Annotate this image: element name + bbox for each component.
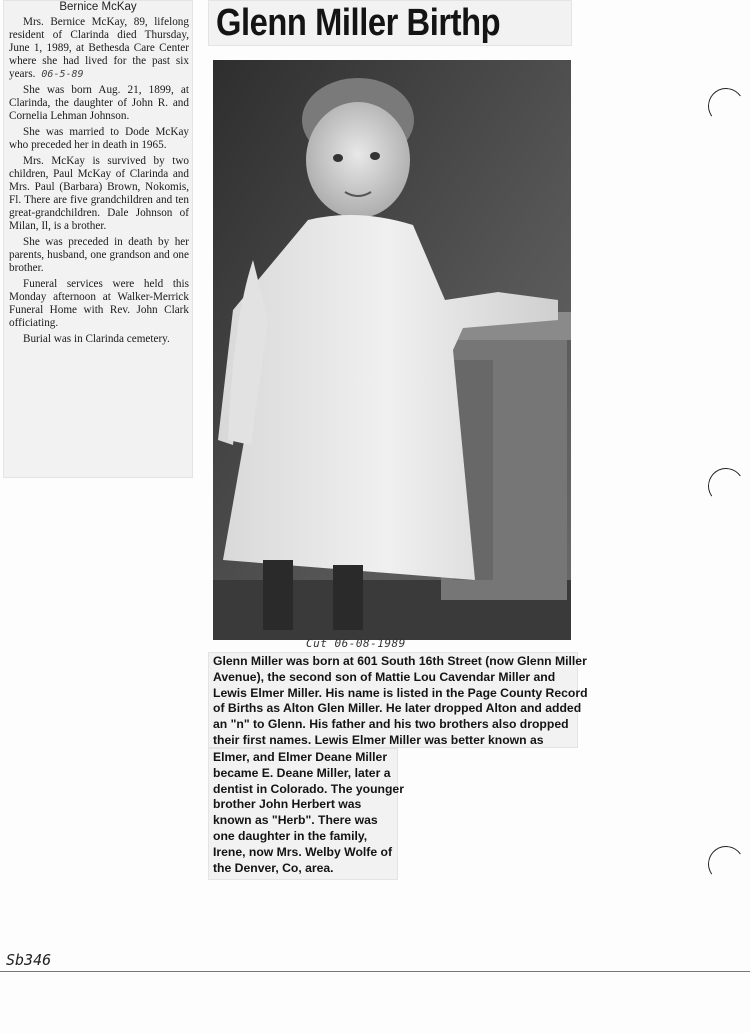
caption-line: known as "Herb". There was [213,813,378,828]
caption-line: Glenn Miller was born at 601 South 16th Street (now Glenn Miller [213,654,587,668]
obituary-clipping [3,0,193,478]
binder-hole-icon [705,843,747,885]
caption-line: Irene, now Mrs. Welby Wolfe of [213,844,392,859]
handwritten-date: 06-5-89 [41,69,84,80]
article-headline-clipping [208,0,572,46]
caption-line: dentist in Colorado. The younger [213,781,404,796]
obituary-paragraph: Funeral services were held this Monday afternoon at Walker-Merrick Funeral Home with Rev. John Clark officiating. [9,278,189,329]
binder-hole-icon [705,465,747,507]
obituary-body [3,16,193,346]
caption-line: became E. Deane Miller, later a [213,765,391,780]
caption-line: one daughter in the family, [213,828,368,843]
scrapbook-page-label: Sb346 [6,951,52,969]
obituary-paragraph: She was born Aug. 21, 1899, at Clarinda, the daughter of John R. and Cornelia Lehman Johnson. [9,84,189,122]
handwritten-cut-date: Cut 06-08-1989 [306,637,406,650]
article-headline: Glenn Miller Birthp [216,2,501,44]
caption-line: brother John Herbert was [213,797,362,812]
binder-hole-icon [705,85,747,127]
caption-line: of Births as Alton Glen Miller. He later dropped Alton and added [213,701,582,716]
child-portrait-photo [213,60,571,640]
caption-line: an "n" to Glenn. His father and his two brothers also dropped [213,717,569,732]
caption-line: Elmer, and Elmer Deane Miller [213,750,388,764]
obituary-paragraph: Mrs. Bernice McKay, 89, lifelong resident of Clarinda died Thursday, June 1, 1989, at Bethesda Care Center where she had lived for the past six years. 06-5-89 [9,16,189,80]
obituary-paragraph: She was preceded in death by her parents, husband, one grandson and one brother. [9,236,189,274]
caption-line: Lewis Elmer Miller. His name is listed in the Page County Record [213,685,588,700]
obituary-title: Bernice McKay [59,1,137,13]
caption-text-upper [208,652,588,749]
page-bottom-rule [0,971,750,972]
caption-line: their first names. Lewis Elmer Miller was better known as [213,732,544,747]
obituary-paragraph: She was married to Dode McKay who preceded her in death in 1965. [9,126,189,151]
caption-clipping-upper [208,652,588,748]
caption-line: the Denver, Co, area. [213,860,334,875]
caption-text-lower [208,748,404,876]
caption-clipping-lower [208,748,404,880]
caption-line: Avenue), the second son of Mattie Lou Cavendar Miller and [213,669,556,684]
portrait-image [213,60,571,640]
obituary-paragraph: Burial was in Clarinda cemetery. [23,333,170,345]
obituary-paragraph: Mrs. McKay is survived by two children, Paul McKay of Clarinda and Mrs. Paul (Barbara) Brown, Nokomis, Fl. There are five grandchildren and ten great-grandchildren. Dale Johnson of Milan, Il, is a brother. [9,155,189,232]
